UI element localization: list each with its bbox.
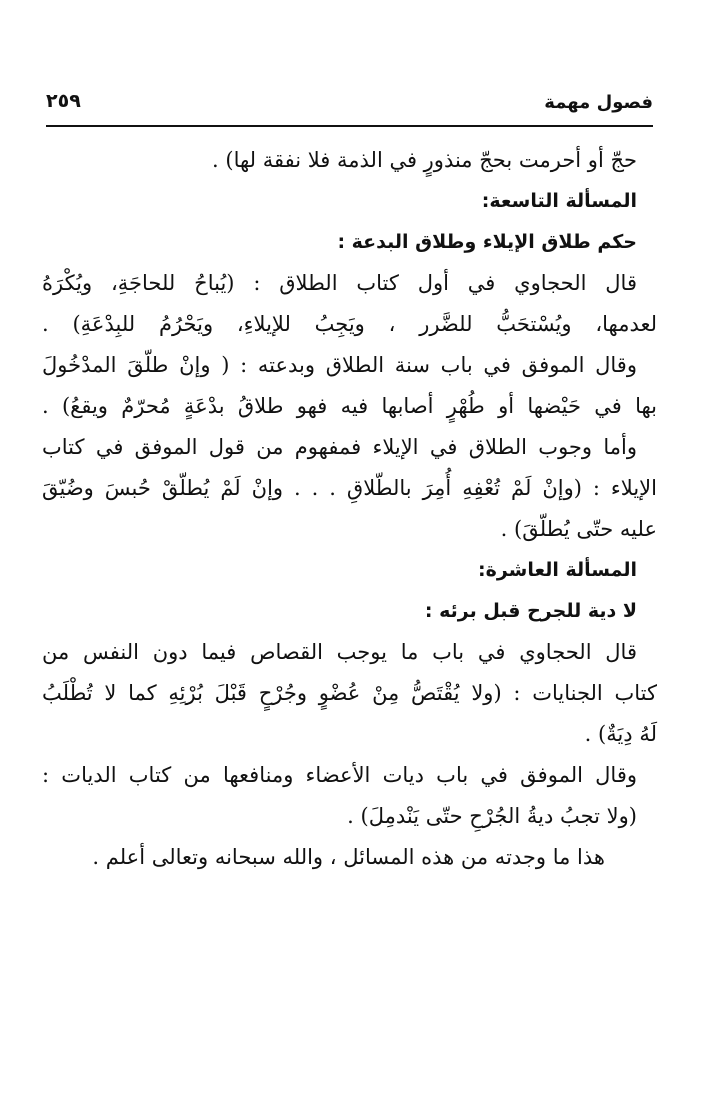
text-line: حجّ أو أحرمت بحجّ منذورٍ في الذمة فلا نفقة لها) . <box>212 148 637 172</box>
page-header <box>46 92 653 122</box>
subheading-no-diya-before-healing: لا دية للجرح قبل برئه : <box>424 600 637 622</box>
subheading-ila-and-bidah-divorce: حكم طلاق الإيلاء وطلاق البدعة : <box>337 231 637 253</box>
text-line: كتاب الجنايات : (ولا يُقْتَصُّ مِنْ عُضْوٍ وجُرْحٍ قَبْلَ بُرْئِهِ كما لا تُطْلَبُ <box>42 681 657 705</box>
page-body <box>42 140 657 878</box>
closing-line: هذا ما وجدته من هذه المسائل ، والله سبحانه وتعالى أعلم . <box>92 845 605 869</box>
text-line: بها في حَيْضها أو طُهْرٍ أصابها فيه فهو طلاقُ بدْعَةٍ مُحرّمٌ ويقعُ) . <box>42 394 657 418</box>
text-line: لعدمها، ويُسْتحَبُّ للضَّرر ، ويَجِبُ للإيلاءِ، ويَحْرُمُ للبِدْعَةِ) . <box>42 312 657 336</box>
text-line: عليه حتّى يُطلّقَ) . <box>500 517 657 541</box>
text-line: وأما وجوب الطلاق في الإيلاء فمفهوم من قول الموفق في كتاب <box>42 435 637 459</box>
text-line: قال الحجاوي في باب ما يوجب القصاص فيما دون النفس من <box>42 640 637 664</box>
text-line: وقال الموفق في باب سنة الطلاق وبدعته : ( وإنْ طلّقَ المدْخُولَ <box>42 353 637 377</box>
text-line: (ولا تجبُ ديةُ الجُرْحِ حتّى يَنْدمِلَ) . <box>347 804 637 828</box>
section-heading-ninth-issue: المسألة التاسعة: <box>481 190 637 212</box>
text-line: لَهُ دِيَةٌ) . <box>584 722 657 746</box>
page-number: ٢٥٩ <box>46 90 81 112</box>
text-line: الإيلاء : (وإنْ لَمْ تُعْفِهِ أُمِرَ بالطّلاقِ . . . وإنْ لَمْ يُطلّقْ حُبسَ وضُيّقَ <box>42 476 657 500</box>
section-heading-tenth-issue: المسألة العاشرة: <box>478 559 637 581</box>
running-title: فصول مهمة <box>544 92 653 113</box>
header-rule <box>46 125 653 127</box>
text-line: قال الحجاوي في أول كتاب الطلاق : (يُباحُ للحاجَةِ، ويُكْرَهُ <box>42 271 637 295</box>
text-line: وقال الموفق في باب ديات الأعضاء ومنافعها من كتاب الديات : <box>42 763 637 787</box>
